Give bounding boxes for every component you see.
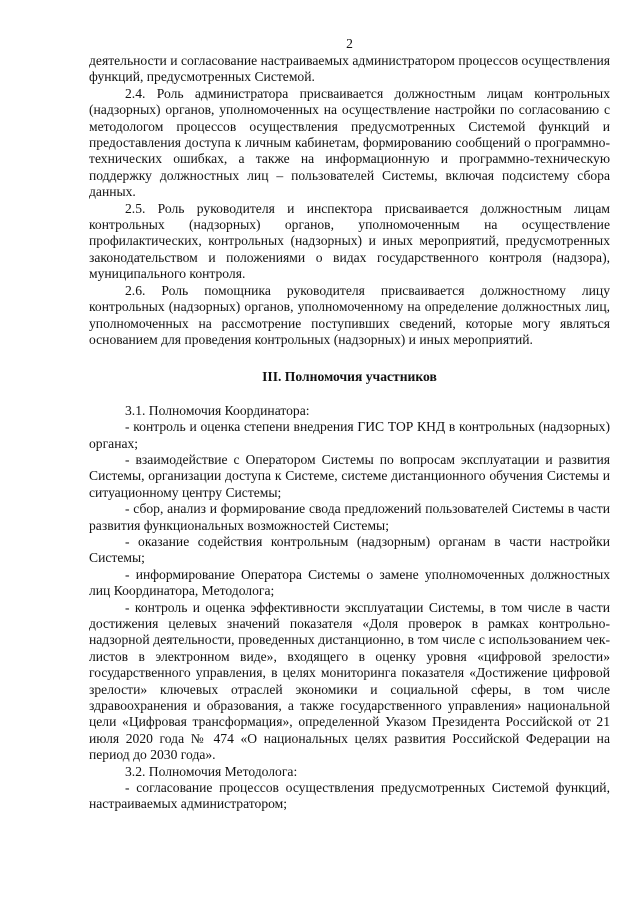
list-item-setup-assistance: - оказание содействия контрольным (надзорным) органам в части настройки Системы; — [89, 533, 610, 566]
list-item-control-implementation: - контроль и оценка степени внедрения ГИС ТОР КНД в контрольных (надзорных) органах; — [89, 419, 610, 451]
list-item-process-approval: - согласование процессов осуществления предусмотренных Системой функций, настраиваемых администратором; — [89, 780, 610, 812]
list-item-operator-interaction: - взаимодействие с Оператором Системы по вопросам эксплуатации и развития Системы, организации доступа к Системе, системе дистанционного обучения Системы и ситуационному центру Системы; — [89, 451, 610, 500]
list-item-proposals-collection: - сбор, анализ и формирование свода предложений пользователей Системы в части развития функциональных возможностей Системы; — [89, 501, 610, 533]
section-heading: III. Полномочия участников — [262, 369, 437, 385]
paragraph-2-4: 2.4. Роль администратора присваивается должностным лицам контрольных (надзорных) органов, уполномоченных на осуществление настройки по согласованию с методологом процессов осуществления предусмотренных Системой функций и предоставления доступа к личным кабинетам, формированию сообщений о программно-технических ошибках, а также на информационную и программно-техническую поддержку должностных лиц – пользователей Системы, включая подсистему сбора данных. — [89, 85, 610, 200]
list-item-efficiency-control: - контроль и оценка эффективности эксплуатации Системы, в том числе в части достижения целевых значений показателя «Доля проверок в рамках контрольно-надзорной деятельности, проведенных дистанционно, в том числе с использованием чек-листов в электронном виде», входящего в оценку уровня «цифровой зрелости» государственного управления, в целях мониторинга показателя «Достижение цифровой зрелости» ключевых отраслей экономики и социальной сферы, в том числе здравоохранения и образования, а также государственного управления» национальной цели «Цифровая трансформация», определенной Указом Президента Российской от 21 июля 2020 года № 474 «О национальных целях развития Российской Федерации на период до 2030 года». — [89, 599, 610, 763]
page-number: 2 — [346, 36, 353, 51]
paragraph-3-1-title: 3.1. Полномочия Координатора: — [125, 402, 310, 418]
document-page — [89, 36, 610, 813]
intro-paragraph: деятельности и согласование настраиваемых администратором процессов осуществления функций, предусмотренных Системой. — [89, 53, 610, 85]
paragraph-2-5: 2.5. Роль руководителя и инспектора присваивается должностным лицам контрольных (надзорных) органов, уполномоченным на осуществление профилактических, контрольных (надзорных) и иных мероприятий, предусмотренных законодательством и положениями о видах государственного контроля (надзора), муниципального контроля. — [89, 200, 610, 282]
list-item-operator-notification: - информирование Оператора Системы о замене уполномоченных должностных лиц Координатора, Методолога; — [89, 566, 610, 599]
paragraph-2-6: 2.6. Роль помощника руководителя присваивается должностному лицу контрольных (надзорных) органов, уполномоченному на определение должностных лиц, уполномоченных на рассмотрение поступивших сведений, которые могу являться основанием для проведения контрольных (надзорных) и иных мероприятий. — [89, 282, 610, 347]
paragraph-3-2-title: 3.2. Полномочия Методолога: — [125, 763, 298, 779]
